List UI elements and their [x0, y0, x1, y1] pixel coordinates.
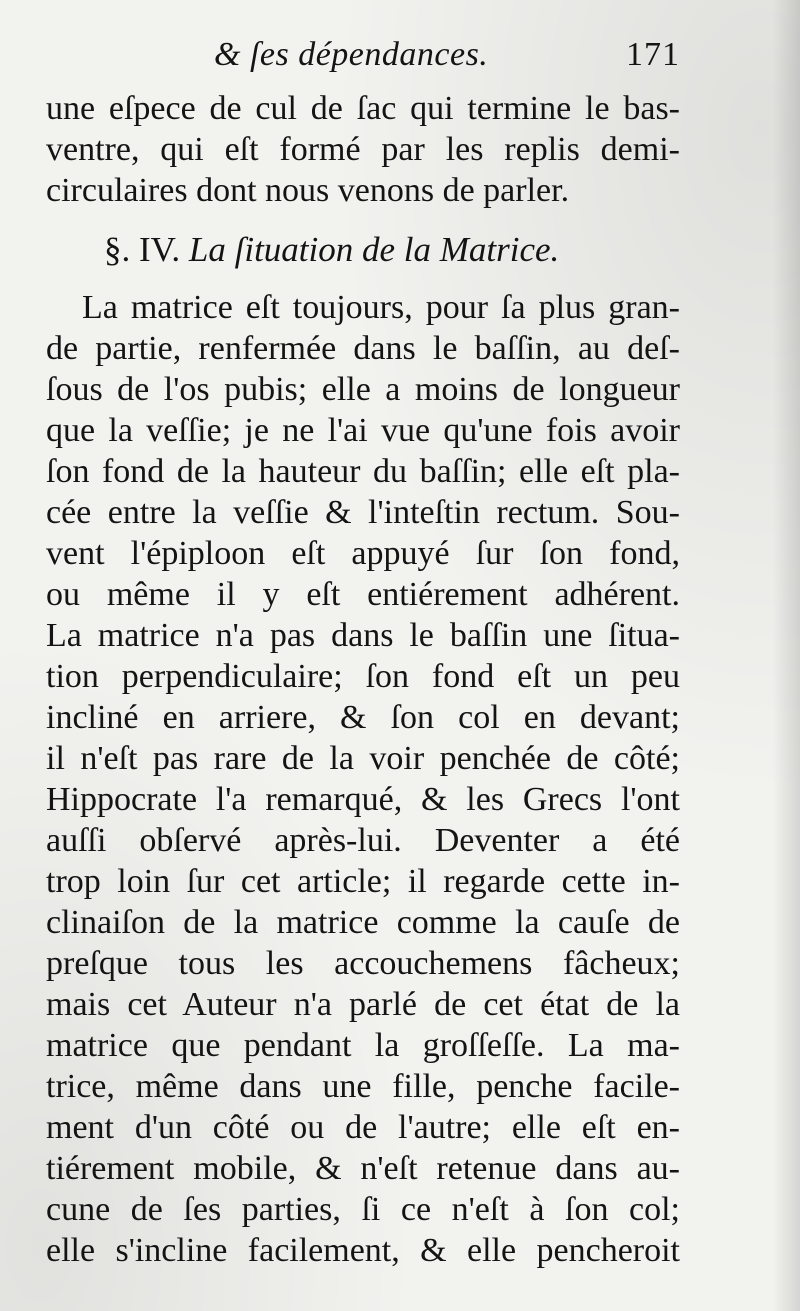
text-line: tion perpendiculaire; ſon fond eſt un peu: [46, 658, 680, 695]
text-line: tiérement mobile, & n'eſt retenue dans au-: [46, 1150, 680, 1187]
text-line: cée entre la veſſie & l'inteſtin rectum. Sou-: [46, 494, 680, 531]
text-line: La matrice eſt toujours, pour ſa plus gran-: [82, 289, 680, 326]
text-line: ſous de l'os pubis; elle a moins de longueur: [46, 371, 680, 408]
section-title: La ſituation de la Matrice.: [188, 230, 560, 269]
text-line: elle s'incline facilement, & elle pencheroit: [46, 1232, 680, 1269]
text-block: [46, 88, 680, 1271]
text-line: auſſi obſervé après-lui. Deventer a été: [46, 822, 680, 859]
text-line: Hippocrate l'a remarqué, & les Grecs l'ont: [46, 781, 680, 818]
text-line: il n'eſt pas rare de la voir penchée de côté;: [46, 740, 680, 777]
text-line: ment d'un côté ou de l'autre; elle eſt en-: [46, 1109, 680, 1146]
text-line: ventre, qui eſt formé par les replis demi-: [46, 131, 680, 168]
text-line: ou même il y eſt entiérement adhérent.: [46, 576, 680, 613]
section-heading: [46, 221, 680, 279]
section-number: §. IV.: [104, 230, 181, 269]
text-line: trop loin ſur cet article; il regarde cette in-: [46, 863, 680, 900]
text-line: de partie, renfermée dans le baſſin, au deſ-: [46, 330, 680, 367]
text-line: matrice que pendant la groſſeſſe. La ma-: [46, 1027, 680, 1064]
text-line: clinaiſon de la matrice comme la cauſe de: [46, 904, 680, 941]
text-line: ſon fond de la hauteur du baſſin; elle eſt pla-: [46, 453, 680, 490]
text-line: circulaires dont nous venons de parler.: [46, 172, 570, 209]
text-line: cune de ſes parties, ſi ce n'eſt à ſon col;: [46, 1191, 680, 1228]
page-edge-shadow: [772, 0, 800, 1311]
text-line: La matrice n'a pas dans le baſſin une ſitua-: [46, 617, 680, 654]
page-number: 171: [626, 36, 680, 73]
text-line: mais cet Auteur n'a parlé de cet état de la: [46, 986, 680, 1023]
running-head: [46, 36, 680, 84]
text-line: vent l'épiploon eſt appuyé ſur ſon fond,: [46, 535, 680, 572]
text-line: incliné en arriere, & ſon col en devant;: [46, 699, 680, 736]
text-line: que la veſſie; je ne l'ai vue qu'une fois avoir: [46, 412, 680, 449]
text-line: preſque tous les accouchemens fâcheux;: [46, 945, 680, 982]
text-line: trice, même dans une fille, penche facile-: [46, 1068, 680, 1105]
text-line: une eſpece de cul de ſac qui termine le bas-: [46, 90, 680, 127]
running-title: & ſes dépendances.: [214, 36, 489, 73]
